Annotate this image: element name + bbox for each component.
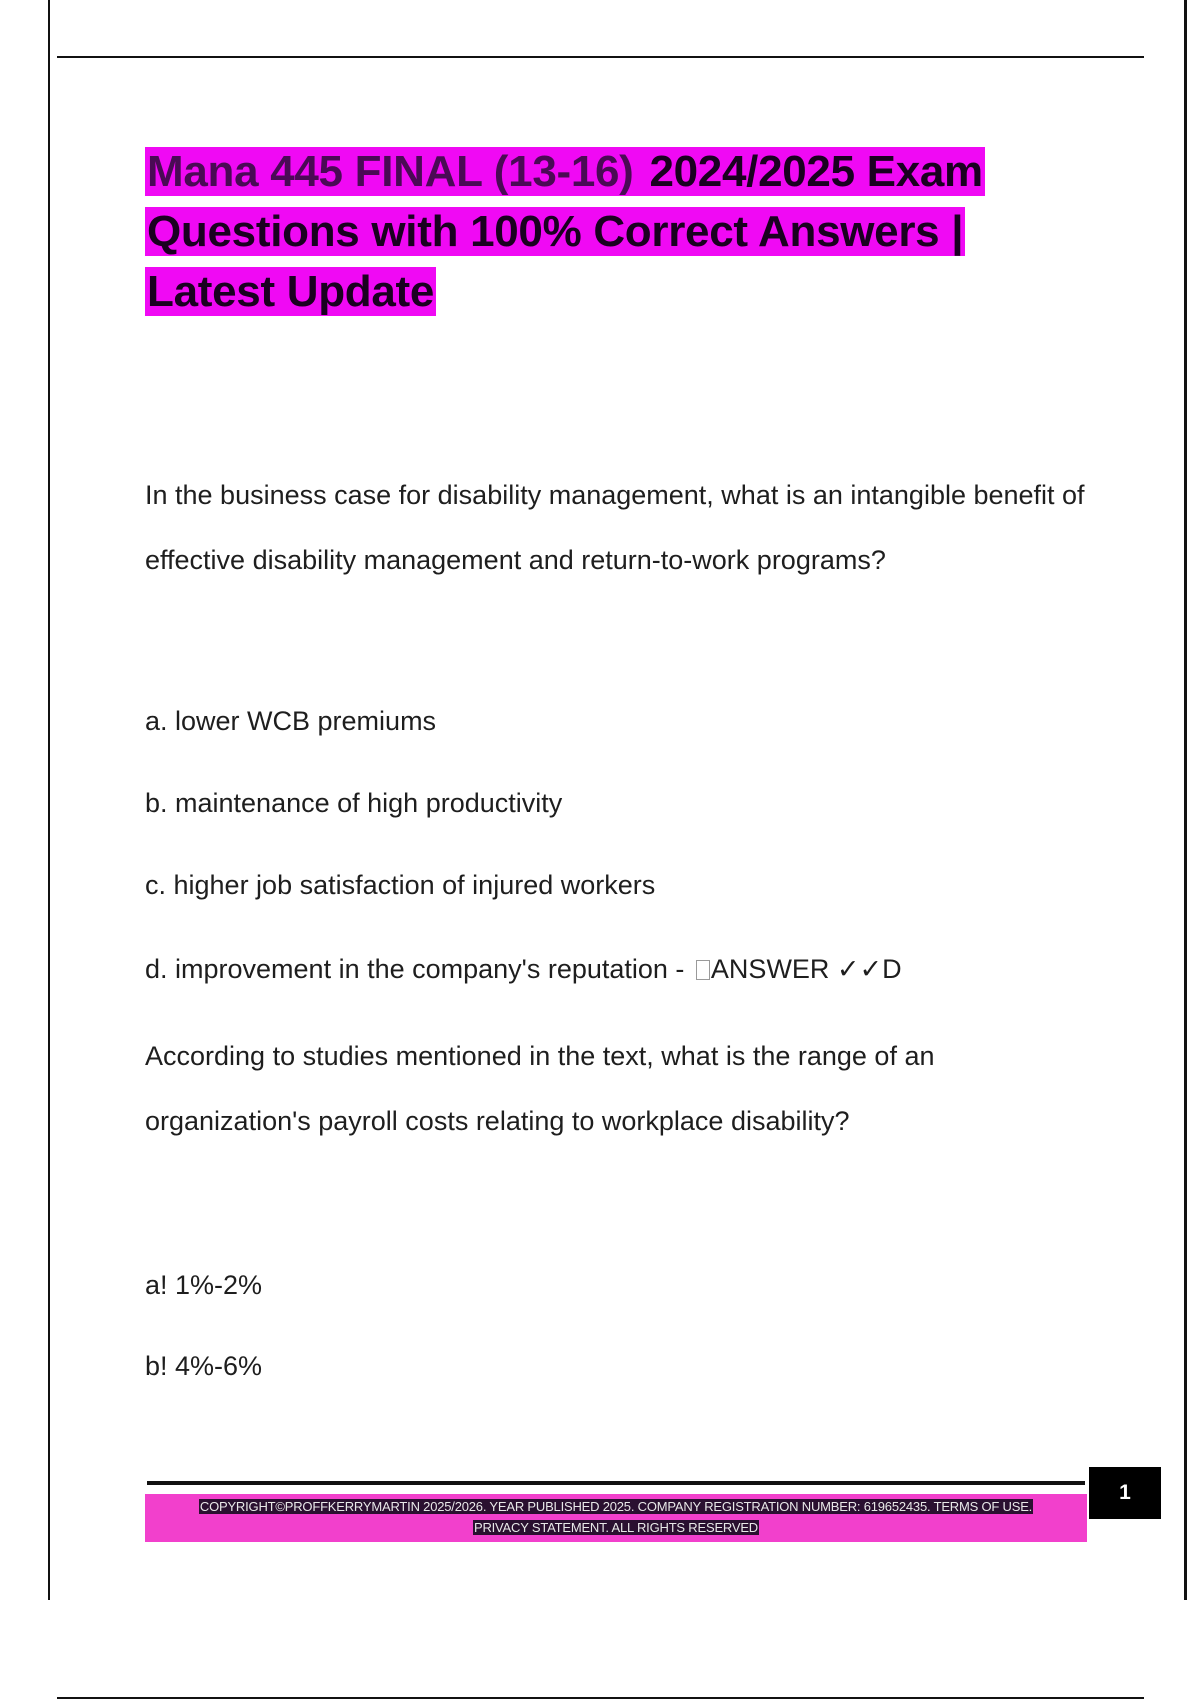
page-border-right [1184, 0, 1187, 1600]
page-number: 1 [1089, 1467, 1161, 1519]
title-line-3: Latest Update [147, 267, 435, 316]
page-border-left [48, 0, 50, 1600]
answer-label: ANSWER ✓✓D [710, 954, 902, 984]
header-rule [57, 56, 1144, 58]
copyright-line-1: COPYRIGHT©PROFFKERRYMARTIN 2025/2026. YEAR PUBLISHED 2025. COMPANY REGISTRATION NUMBER: 619652435. TERMS OF USE. [199, 1499, 1033, 1514]
question-1-text: In the business case for disability management, what is an intangible benefit of effective disability management and return-to-work programs? [145, 480, 1085, 575]
missing-glyph-box-icon [696, 960, 710, 980]
question-1-option-d [145, 952, 902, 986]
title-line-2: Questions with 100% Correct Answers | [147, 207, 964, 256]
question-1-option-a: a. lower WCB premiums [145, 706, 437, 736]
question-2-text: According to studies mentioned in the text, what is the range of an organization's payroll costs relating to workplace disability? [145, 1041, 935, 1136]
footer-rule [147, 1481, 1085, 1485]
option-d-text: d. improvement in the company's reputation - [145, 954, 692, 984]
question-1-option-c: c. higher job satisfaction of injured workers [145, 870, 656, 900]
next-page-rule [57, 1697, 1144, 1699]
title-part-1: Mana 445 FINAL (13-16) [147, 147, 634, 196]
question-1-option-b: b. maintenance of high productivity [145, 788, 563, 818]
question-2-option-a: a! 1%-2% [145, 1270, 263, 1300]
question-2-option-b: b! 4%-6% [145, 1351, 263, 1381]
copyright-footer [145, 1494, 1087, 1542]
copyright-line-2: PRIVACY STATEMENT. ALL RIGHTS RESERVED [473, 1520, 758, 1535]
title-part-2: 2024/2025 Exam [637, 147, 983, 196]
document-title [145, 142, 1085, 322]
